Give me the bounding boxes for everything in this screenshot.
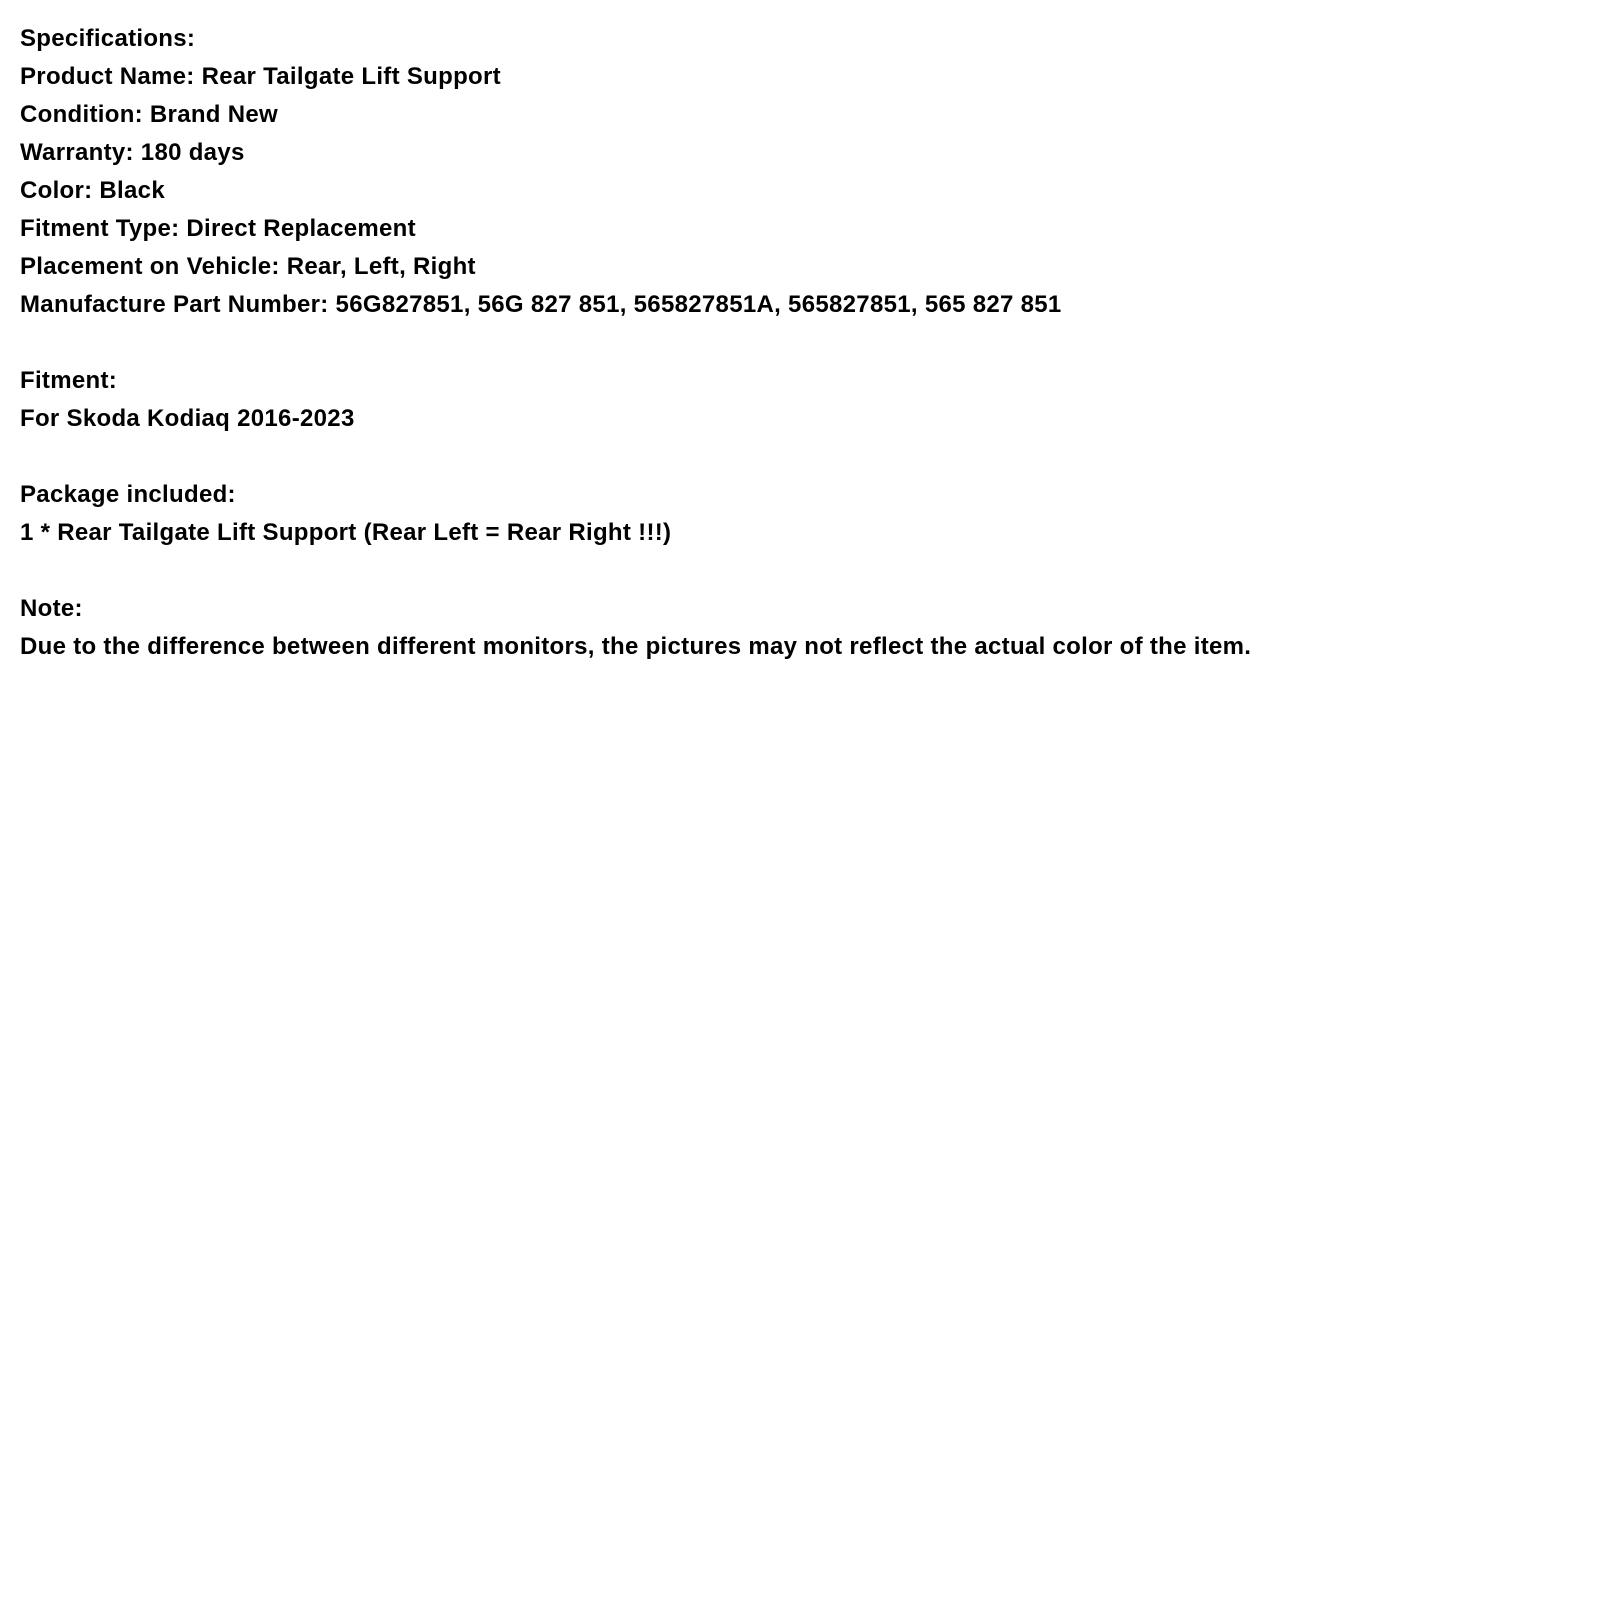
note-section (20, 590, 1580, 666)
spec-part-number: Manufacture Part Number: 56G827851, 56G 827 851, 565827851A, 565827851, 565 827 851 (20, 291, 1062, 318)
spec-product-name: Product Name: Rear Tailgate Lift Support (20, 63, 501, 90)
note-heading: Note: (20, 595, 83, 622)
spec-condition: Condition: Brand New (20, 101, 278, 128)
specifications-section (20, 20, 1580, 324)
fitment-heading: Fitment: (20, 367, 118, 394)
specifications-heading: Specifications: (20, 25, 196, 52)
package-item: 1 * Rear Tailgate Lift Support (Rear Left = Rear Right !!!) (20, 519, 672, 546)
package-section (20, 476, 1580, 552)
spec-warranty: Warranty: 180 days (20, 139, 245, 166)
note-text: Due to the difference between different monitors, the pictures may not reflect the actual color of the item. (20, 633, 1252, 660)
spec-placement: Placement on Vehicle: Rear, Left, Right (20, 253, 476, 280)
spec-color: Color: Black (20, 177, 165, 204)
product-description (20, 20, 1580, 704)
fitment-section (20, 362, 1580, 438)
package-heading: Package included: (20, 481, 236, 508)
spec-fitment-type: Fitment Type: Direct Replacement (20, 215, 416, 242)
fitment-vehicle: For Skoda Kodiaq 2016-2023 (20, 405, 355, 432)
